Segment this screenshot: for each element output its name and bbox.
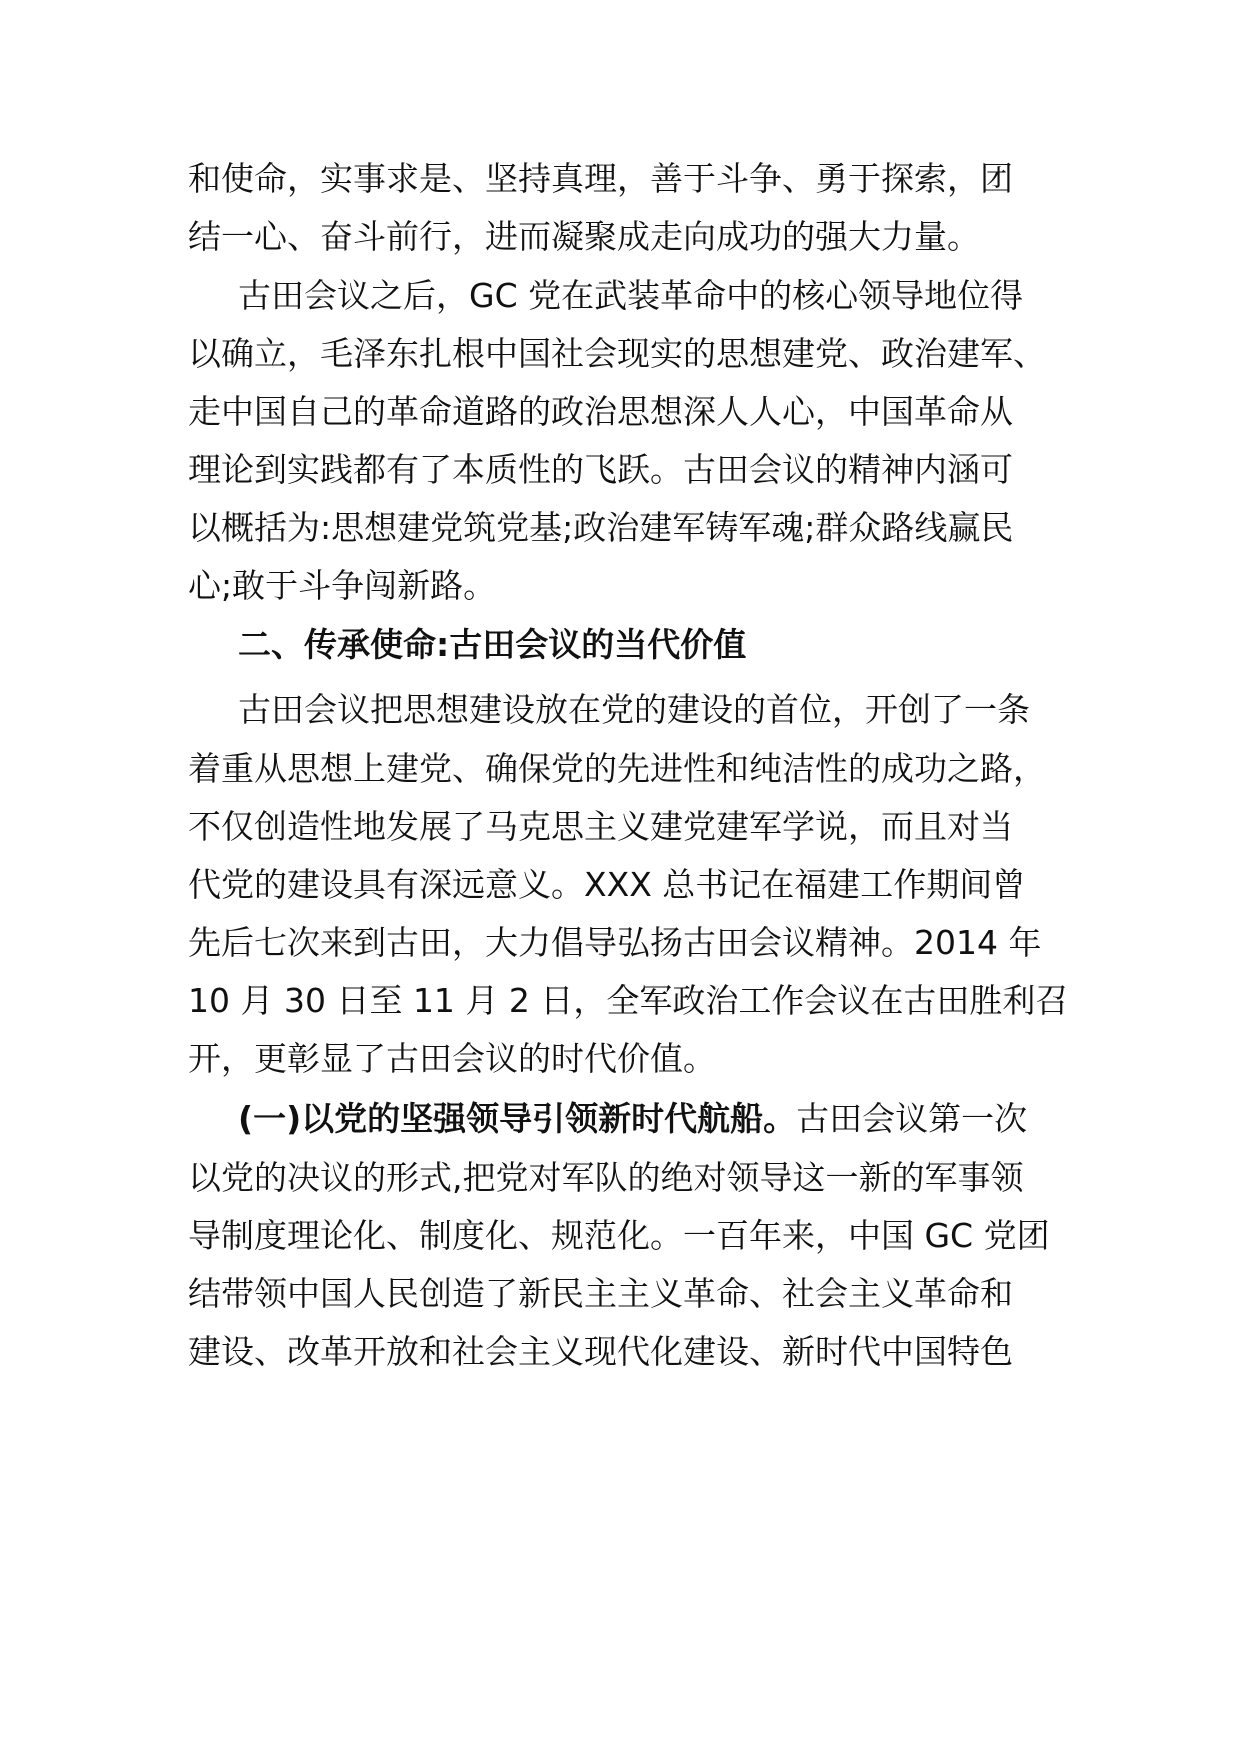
body-text-line: 开，更彰显了古田会议的时代价值。 — [188, 1039, 716, 1078]
body-text-line: 和使命，实事求是、坚持真理，善于斗争、勇于探索，团 — [188, 159, 1013, 198]
body-text-line: 结带领中国人民创造了新民主主义革命、社会主义革命和 — [188, 1274, 1013, 1313]
body-text-line: 以概括为:思想建党筑党基;政治建军铸军魂;群众路线赢民 — [188, 508, 1014, 547]
body-text-line: 以党的决议的形式,把党对军队的绝对领导这一新的军事领 — [188, 1158, 1024, 1197]
body-text-line: 着重从思想上建党、确保党的先进性和纯洁性的成功之路， — [188, 749, 1046, 788]
body-text-line: 先后七次来到古田，大力倡导弘扬古田会议精神。2014 年 — [188, 923, 1042, 962]
section-heading: 二、传承使命:古田会议的当代价值 — [238, 625, 747, 664]
subsection-text: 古田会议第一次 — [796, 1099, 1028, 1138]
body-text-line: 代党的建设具有深远意义。XXX 总书记在福建工作期间曾 — [188, 865, 1026, 904]
body-text-line: 结一心、奋斗前行，进而凝聚成走向成功的强大力量。 — [188, 217, 980, 256]
body-text-line: 心;敢于斗争闯新路。 — [188, 566, 497, 605]
paragraph-first-line: 古田会议之后，GC 党在武装革命中的核心领导地位得 — [238, 276, 1024, 315]
body-text-line: 10 月 30 日至 11 月 2 日，全军政治工作会议在古田胜利召 — [188, 981, 1069, 1020]
body-text-line: 不仅创造性地发展了马克思主义建党建军学说，而且对当 — [188, 807, 1013, 846]
body-text-line: 导制度理论化、制度化、规范化。一百年来，中国 GC 党团 — [188, 1216, 1050, 1255]
body-text-line: 以确立，毛泽东扎根中国社会现实的思想建党、政治建军、 — [188, 334, 1046, 373]
body-text-line: 理论到实践都有了本质性的飞跃。古田会议的精神内涵可 — [188, 450, 1013, 489]
subsection-line — [238, 1086, 1118, 1152]
paragraph-first-line: 古田会议把思想建设放在党的建设的首位，开创了一条 — [238, 690, 1030, 729]
body-text-line: 建设、改革开放和社会主义现代化建设、新时代中国特色 — [188, 1332, 1013, 1371]
subsection-heading: (一)以党的坚强领导引领新时代航船。 — [238, 1099, 797, 1138]
body-text-line: 走中国自己的革命道路的政治思想深人人心，中国革命从 — [188, 392, 1013, 431]
